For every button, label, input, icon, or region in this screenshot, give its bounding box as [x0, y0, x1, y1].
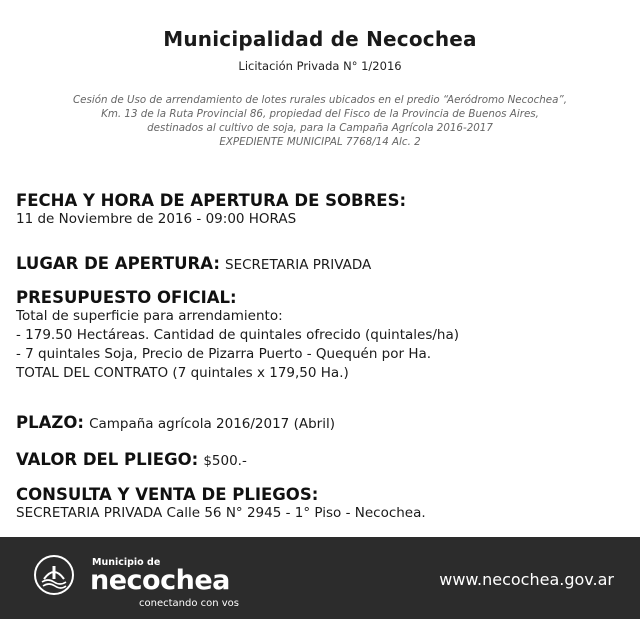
notice-header — [0, 27, 640, 73]
section-consulta — [16, 485, 426, 523]
consulta-value: SECRETARIA PRIVADA Calle 56 N° 2945 - 1° Piso - Necochea. — [16, 505, 426, 521]
valor-heading: VALOR DEL PLIEGO: — [16, 450, 199, 469]
tender-description — [0, 93, 640, 149]
website-link[interactable]: www.necochea.gov.ar — [439, 570, 614, 589]
section-presupuesto — [16, 288, 459, 383]
logo-top-text: Municipio de — [92, 557, 161, 568]
presupuesto-line: - 7 quintales Soja, Precio de Pizarra Puerto - Quequén por Ha. — [16, 346, 432, 362]
fecha-heading: FECHA Y HORA DE APERTURA DE SOBRES: — [16, 191, 407, 210]
presupuesto-line: Total de superficie para arrendamiento: — [16, 308, 283, 324]
section-valor — [16, 450, 247, 471]
page-title: Municipalidad de Necochea — [163, 27, 477, 51]
description-line: Cesión de Uso de arrendamiento de lotes rurales ubicados en el predio “Aeródromo Necochea”, — [72, 94, 568, 106]
logo-wordmark: necochea — [90, 565, 230, 596]
expediente-line: EXPEDIENTE MUNICIPAL 7768/14 Alc. 2 — [219, 136, 421, 148]
logo-tagline: conectando con vos — [139, 598, 240, 609]
lugar-value: SECRETARIA PRIVADA — [225, 257, 372, 273]
description-line: destinados al cultivo de soja, para la Campaña Agrícola 2016-2017 — [147, 122, 493, 134]
presupuesto-line: - 179.50 Hectáreas. Cantidad de quintales ofrecido (quintales/ha) — [16, 327, 459, 343]
plazo-value: Campaña agrícola 2016/2017 (Abril) — [89, 416, 335, 432]
municipal-emblem-icon — [34, 555, 74, 595]
valor-value: $500.- — [203, 453, 247, 469]
fecha-value: 11 de Noviembre de 2016 - 09:00 HORAS — [16, 211, 297, 227]
tender-number: Licitación Privada N° 1/2016 — [238, 59, 402, 73]
presupuesto-heading: PRESUPUESTO OFICIAL: — [16, 288, 237, 307]
footer-banner — [0, 537, 640, 619]
section-fecha — [16, 191, 406, 229]
plazo-heading: PLAZO: — [16, 413, 84, 432]
description-line: Km. 13 de la Ruta Provincial 86, propiedad del Fisco de la Provincia de Buenos Aires, — [101, 108, 539, 120]
presupuesto-line: TOTAL DEL CONTRATO (7 quintales x 179,50 Ha.) — [16, 365, 349, 381]
lugar-heading: LUGAR DE APERTURA: — [16, 254, 220, 273]
section-lugar — [16, 254, 371, 275]
consulta-heading: CONSULTA Y VENTA DE PLIEGOS: — [16, 485, 319, 504]
section-plazo — [16, 413, 335, 434]
